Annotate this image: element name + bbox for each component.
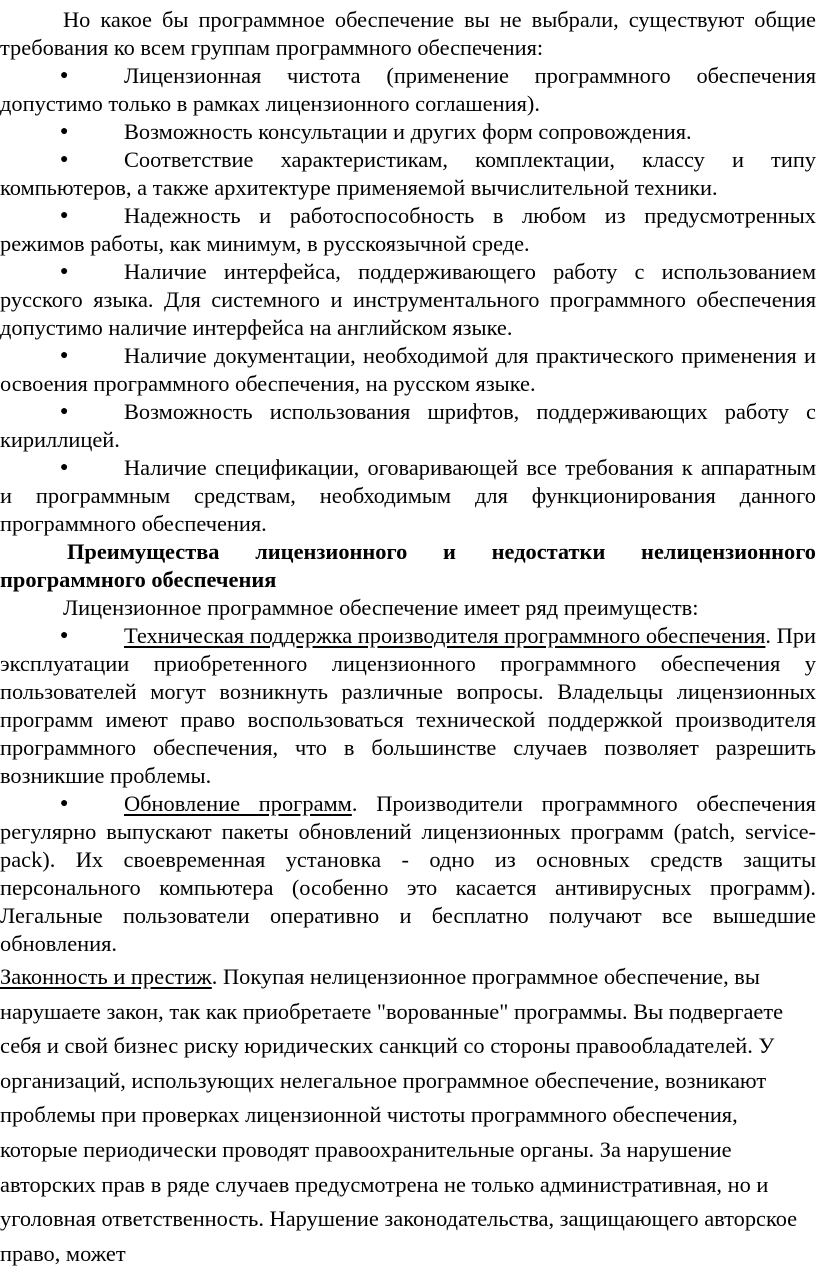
bullet-icon: ● — [60, 348, 69, 363]
legality-text: . Покупая нелицензионное программное обеспечение, вы нарушаете закон, так как приобретаете "ворованные" программы. Вы подвергаете себя и свой бизнес риску юридических санкций со стороны правообладателей. У организаций, использующих нелегальное программное обеспечение, возникают проблемы при проверках лицензионной чистоты программного обеспечения, которые периодически проводят правоохранительные органы. За нарушение авторских прав в ряде случаев предусмотрена не только административная, но и уголовная ответственность. Нарушение законодательства, защищающего авторское право, может — [0, 964, 798, 1266]
section-heading: Преимущества лицензионного и недостатки нелицензионного программного обеспечения — [0, 539, 816, 592]
requirement-item: ● Лицензионная чистота (применение программного обеспечения допустимо только в рамках лицензионного соглашения). — [0, 63, 816, 116]
bullet-icon: ● — [60, 460, 69, 475]
requirement-item: ● Надежность и работоспособность в любом из предусмотренных режимов работы, как минимум, в русскоязычной среде. — [0, 203, 816, 256]
requirements-list — [0, 62, 816, 538]
legality-paragraph — [0, 960, 816, 1271]
requirement-item: ● Возможность использования шрифтов, поддерживающих работу с кириллицей. — [0, 399, 816, 452]
bullet-icon: ● — [60, 264, 69, 279]
advantage-item — [0, 790, 816, 958]
bullet-icon: ● — [60, 208, 69, 223]
advantage-title: Техническая поддержка производителя программного обеспечения — [124, 623, 766, 648]
bullet-icon: ● — [60, 404, 69, 419]
bullet-icon: ● — [60, 124, 69, 139]
requirement-item: ● Наличие спецификации, оговаривающей все требования к аппаратным и программным средствам, необходимым для функционирования данного программного обеспечения. — [0, 455, 816, 536]
intro-paragraph: Но какое бы программное обеспечение вы не выбрали, существуют общие требования ко всем группам программного обеспечения: — [0, 7, 816, 60]
advantage-text: . При эксплуатации приобретенного лицензионного программного обеспечения у пользователей могут возникнуть различные вопросы. Владельцы лицензионных программ имеют право воспользоваться технической поддержкой производителя программного обеспечения, что в большинстве случаев позволяет разрешить возникшие проблемы. — [0, 623, 816, 788]
advantages-intro: Лицензионное программное обеспечение имеет ряд преимуществ: — [63, 595, 699, 620]
advantage-title: Обновление программ — [124, 791, 352, 816]
bullet-icon: ● — [60, 628, 69, 643]
bullet-icon: ● — [60, 152, 69, 167]
requirement-item: ● Соответствие характеристикам, комплектации, классу и типу компьютеров, а также архитектуре применяемой вычислительной техники. — [0, 147, 816, 200]
bullet-icon: ● — [60, 796, 69, 811]
requirement-item: ● Возможность консультации и других форм сопровождения. — [60, 119, 692, 144]
requirement-item: ● Наличие документации, необходимой для практического применения и освоения программного обеспечения, на русском языке. — [0, 343, 816, 396]
requirement-item: ● Наличие интерфейса, поддерживающего работу с использованием русского языка. Для системного и инструментального программного обеспечения допустимо наличие интерфейса на английском языке. — [0, 259, 816, 340]
advantage-text: . Производители программного обеспечения регулярно выпускают пакеты обновлений лицензионных программ (patch, service-pack). Их своевременная установка - одно из основных средств защиты персонального компьютера (особенно это касается антивирусных программ). Легальные пользователи оперативно и бесплатно получают все вышедшие обновления. — [0, 791, 816, 956]
legality-title: Законность и престиж — [0, 964, 212, 989]
bullet-icon: ● — [60, 68, 69, 83]
advantage-item — [0, 622, 816, 790]
advantages-list — [0, 622, 816, 958]
document-page — [0, 6, 816, 1271]
